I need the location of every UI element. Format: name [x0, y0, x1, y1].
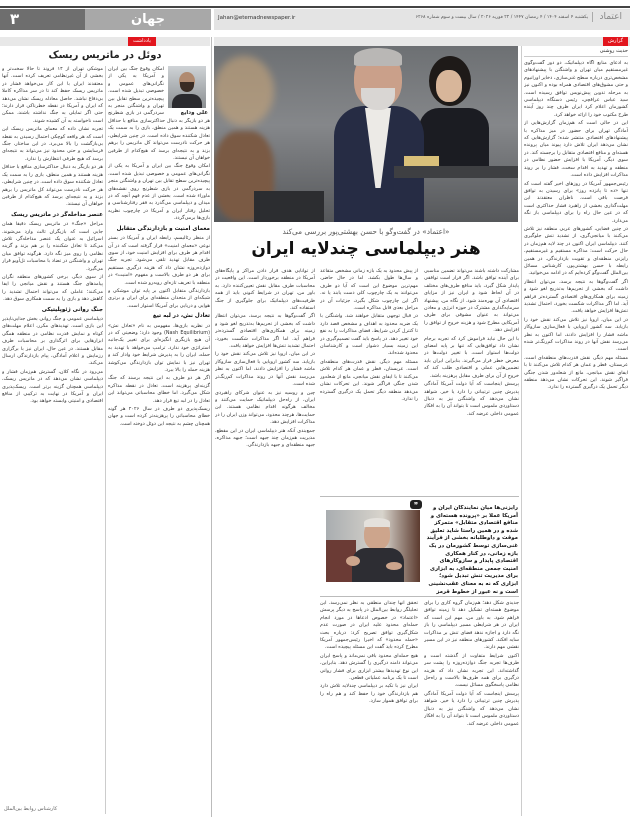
opinion-paragraph: از سوی دیگر، برخی کشورهای منطقه نگران پیامدهای جنگ هستند و نقش میانجی را ایفا می‌کنند؛ عاملی که می‌تواند احتمال تشدید را کاهش دهد و بازی را به سمت همکاری سوق دهد.: [2, 273, 103, 303]
report-label-strip: [214, 37, 630, 46]
opinion-paragraph: موشکی تهران از ۱۴ فروند تا حالا سخت‌تر و بخشی از آن غیرنظامی تعریف کرده است. آنها معتقدند ایران با این کار می‌خواهد فشار در ماتریس ریسک حفظ کند تا در سر مذاکره کاملا بی‌دفاع نباشد. حاصل معادله ریسک نشان می‌دهد که ایران و آمریکا در نقطه خطرناکی قرار دارند؛ حتی اگر تمایلی به جنگ نداشته باشند، ممکن است ناخواسته به آن کشیده شوند.: [2, 66, 103, 124]
report-paragraph: پرسش اینجاست که آیا دولت آمریکا آمادگی پذیرش چنین ترتیباتی را دارد یا خیر. شواهد نشان می‌دهد که واشنگتن نیز به دنبال دستاوردی ملموس است تا بتواند آن را به افکار عمومی داخلی عرضه کند.: [424, 381, 519, 417]
report-right-column: [524, 60, 628, 816]
report-paragraph: در این میان، اروپا نیز تلاش می‌کند نقش خود را بازیابد. سه کشور اروپایی با فعال‌سازی سازوکار ماشه فشار را افزایش دادند، اما اکنون به نظر می‌رسد نقش آنها در روند مذاکرات کم‌رنگ‌تر شده است.: [524, 316, 628, 353]
opinion-left-column: [2, 66, 103, 804]
opinion-paragraph: از منظر رئالیسم، رابطه ایران و آمریکا در بستر نوعی «معمای امنیت» قرار گرفته است که در آن اقدام هر طرف برای افزایش امنیت خود، از سوی طرف مقابل تهدید تلقی می‌شود. تجربه جنگ دوازده‌روزه نشان داد که هزینه درگیری مستقیم برای هر دو طرف بالاست و مفهوم «امنیت» در منطقه با تعریف تازه‌ای روبه‌رو شده است.: [108, 235, 210, 286]
opinion-label: یادداشت: [128, 37, 156, 46]
page-number: ۳: [0, 9, 85, 30]
report-paragraph: در این میان، اروپا نیز تلاش می‌کند نقش خود را بازیابد. سه کشور اروپایی با فعال‌سازی سازوکار ماشه فشار را افزایش دادند، اما اکنون به نظر می‌رسد نقش آنها در روند مذاکرات کم‌رنگ‌تر شده است.: [215, 351, 315, 388]
opinion-paragraph: اگر هر دو طرف به این نتیجه برسند که جنگ گزینه‌ای پرهزینه است، تعادل در نقطه مذاکره شکل می‌گیرد. اما خطای محاسباتی می‌تواند این تعادل را در لبه تیغ قرار دهد.: [108, 375, 210, 404]
section-title: جهان: [85, 9, 211, 30]
opinion-paragraph: مراحل «جنگ» در ماتریس ریسک دقیقا همان جایی است که بازیگران ثالث وارد می‌شوند. اسرائیل به عنوان یک عنصر مداخله‌گر، تلاش می‌کند تا تعادل شکننده را بر هم بزند و گزینه نظامی را روی میز نگه دارد. هرگونه توافق میان تهران و واشنگتن در تضاد با محاسبات تل‌آویو قرار می‌گیرد.: [2, 221, 103, 272]
report-column-2-continued: [320, 600, 418, 814]
opinion-intro-wrap: [108, 66, 164, 116]
opinion-paragraph: هر دو بازیگر به دنبال حداکثرسازی منافع با حداقل هزینه هستند و همین منطق، بازی را به سمت یک تعادل شکننده سوق داده است. در چنین شرایطی، هر حرکت نادرست می‌تواند کل ماتریس را برهم بزند و به نتیجه‌ای برسد که هیچ‌کدام از طرفین خواهان آن نیستند.: [108, 118, 210, 162]
report-paragraph: اگر گفت‌وگوها به نتیجه برسد، می‌توان انتظار داشت که بخشی از تحریم‌ها به‌تدریج لغو شود و زمینه برای همکاری‌های اقتصادی گسترده‌تر فراهم آید. اما اگر مذاکرات شکست بخورد، احتمال تشدید تنش‌ها افزایش خواهد یافت.: [524, 278, 628, 315]
report-paragraph: جمع‌بندی آنکه هنر دیپلماسی ایران در این مقطع، مدیریت هم‌زمان چند جبهه است؛ جبهه مذاکره، جبهه منطقه‌ای و جبهه بازدارندگی.: [215, 427, 315, 449]
report-paragraph: در قبال توجهی متقابل خواهند شد. واشنگتن با یک ضربه محدود به اهداف و مشخص قصد دارد تا کنترل کردن شرایط، فضای مذاکرات را به نفع خود تغییر دهد. در پاسخ باید گفت تصمیم‌گیری در این زمینه بسیار دشوار است و کارشناسان محدود شده‌اند.: [320, 313, 418, 357]
section-divider: [211, 37, 212, 817]
opinion-title: دوئل در ماتریس ریسک: [48, 50, 162, 61]
opinion-paragraph: تجربه نشان داده که معمای ماتریس ریسک این است که هر واقعه کوچکی احتمال رسیدن به نقطه بی‌بازگشت را بالا می‌برد. در این ساختار، جنگ فرسایشی و حتی محدود نیز می‌تواند به نتیجه‌ای برسد که هیچ طرفی انتظارش را ندارد.: [2, 126, 103, 162]
opinion-paragraph: ریسک‌پذیری دو طرف در سال ۲۰۲۶ هر گونه خطای محاسباتی را پرهزینه‌تر کرده است و جهان همچنان چشم به نتیجه این دوئل دوخته است.: [108, 406, 210, 427]
opinion-subheading: معمای امنیت و بازدارندگی متقابل: [116, 225, 210, 232]
opinion-paragraph: هر دو بازیگر به دنبال حداکثرسازی منافع با حداقل هزینه هستند و همین منطق، بازی را به سمت یک تعادل شکننده سوق داده است. در چنین شرایطی، هر حرکت نادرست می‌تواند کل ماتریس را برهم بزند و به نتیجه‌ای برسد که هیچ‌کدام از طرفین خواهان آن نیستند.: [2, 164, 103, 208]
report-paragraph: جدیدی شکل دهد؛ هم‌زمان گروه کاری را برای موضوع هسته‌ای تشکیل دهد تا زمینه توافق فراهم شود. به باور من، مهم این است که ایران در هر شرایطی مسیر دیپلماسی را باز نگه دارد و اجازه ندهد فضای تنش بر مذاکرات سایه افکند. کشورهای منطقه نیز در این مسیر نقشی مهم دارند.: [424, 600, 519, 651]
opinion-paragraph: دیپلماسی عمومی و جنگ روانی بخش جدایی‌ناپذیر این بازی است. تهدیدهای مکرر، اعلام مهلت‌های کوتاه و نمایش قدرت نظامی در منطقه همگی ابزارهایی برای اثرگذاری بر محاسبات طرف مقابل هستند. در عین حال، ایران نیز با برگزاری رزمایش و اعلام آمادگی، پیام بازدارندگی ارسال می‌کند.: [2, 316, 103, 367]
opinion-subheading: عنصر مداخله‌گر در ماتریس ریسک: [11, 211, 103, 218]
quote-rule: [320, 496, 519, 497]
opinion-label-strip: [0, 37, 210, 46]
report-paragraph: در چنین فضایی، کشورهای عربی منطقه نیز تلاش می‌کنند با میانجی‌گری، از تشدید تنش جلوگیری کنند. دیپلماسی ایران اکنون در چند لایه هم‌زمان در حال حرکت است: مذاکره مستقیم و غیرمستقیم، رایزنی منطقه‌ای و تقویت بازدارندگی. در همین رابطه با حسن بهشتی‌پور، کارشناس مسائل بین‌الملل گفت‌وگو کرده‌ایم که در ادامه می‌خوانید.: [524, 225, 628, 277]
report-paragraph: ایران نیز با تکیه بر دیپلماسی چندلایه تلاش دارد هم بازدارندگی خود را حفظ کند و هم راه را برای توافق هموار سازد.: [320, 683, 418, 705]
report-paragraph: مسئله مهم دیگر، نقش قدرت‌های منطقه‌ای است. عربستان، قطر و عمان هر کدام تلاش می‌کنند تا با ایفای نقش میانجی، مانع از شعله‌ور شدن جنگی فراگیر شوند. این تحرکات نشان می‌دهد منطقه دیگر تحمل یک درگیری گسترده را ندارد.: [524, 354, 628, 391]
report-paragraph: رئیس‌جمهور آمریکا در روزهای اخیر گفته است که تنها «ده تا پانزده روز» برای رسیدن به توافق فرصت باقی است. ناظران معتقدند این مهلت‌گذاری بخشی از راهبرد فشار حداکثری است که در عین حال راه را برای دیپلماسی باز نگه می‌دارد.: [524, 180, 628, 224]
opinion-paragraph: در نظریه بازی‌ها، مفهومی به نام «تعادل نش» (Nash Equilibrium) وجود دارد؛ وضعیتی که در آن هیچ بازیگری انگیزه‌ای برای تغییر یک‌جانبه استراتژی خود ندارد. ترامپ می‌خواهد با تهدید به حمله، ایران را به پذیرش شرایط خود وادار کند و تهران نیز با نمایش توان بازدارندگی می‌کوشد هزینه حمله را بالا ببرد.: [108, 322, 210, 373]
report-paragraph: مشارکت داشته باشند می‌تواند تضمین مناسبی برای آینده توافق باشد. اگر قرار است توافقی پایدار شکل گیرد، باید منافع طرف‌های مختلف در آن لحاظ شود و ایران نیز از مزایای اقتصادی آن بهره‌مند شود. از نگاه من، پیشنهاد سرمایه‌گذاری مشترک در حوزه انرژی و معادن می‌تواند به عنوان مشوقی برای طرف آمریکایی مطرح شود و هزینه خروج از توافق را افزایش دهد.: [424, 268, 519, 334]
headline: هنر دیپلماسی چندلایه ایران: [251, 239, 481, 259]
report-column-2: [320, 268, 418, 492]
report-label: گزارش: [603, 37, 628, 46]
masthead-bar: [214, 9, 630, 30]
column-divider: [521, 46, 522, 816]
report-paragraph: پرسش اینجاست که آیا دولت آمریکا آمادگی پذیرش چنین ترتیباتی را دارد یا خیر. شواهد نشان می‌دهد که واشنگتن نیز به دنبال دستاوردی ملموس است تا بتواند آن را به افکار عمومی داخلی عرضه کند.: [424, 690, 519, 727]
date-line: یکشنبه ۴ اسفند ۱۴۰۴ / ۴ رمضان ۱۴۴۷ / ۲۲ فوریه ۲۰۲۶ / سال بیست و سوم شماره ۶۲۶۸: [415, 15, 588, 20]
section-email[interactable]: Jahan@etemadnewspaper.ir: [218, 15, 296, 21]
report-column-1: [424, 268, 519, 492]
report-paragraph: این در حالی است که هم‌زمان گزارش‌هایی از آمادگی تهران برای حضور در میز مذاکره با پیشنهادهای اقتصادی منتشر شده؛ گزارش‌هایی که نشان می‌دهد ایران تلاش دارد پیوند میان پرونده هسته‌ای و منافع اقتصادی متقابل را برجسته کند. در سوی دیگر، آمریکا با افزایش حضور نظامی در منطقه و تهدید به اقدام سخت، فشار را بر روند مذاکرات افزایش داده است.: [524, 120, 628, 179]
newspaper-logo: اعتماد: [592, 12, 622, 22]
opinion-subheading: تعادل نش، در لبه تیغ: [152, 313, 210, 320]
opinion-author: علی ودایع: [180, 110, 208, 116]
opinion-subheading: جنگ روانی ژئوپلیتیکی: [41, 306, 103, 313]
column-divider: [105, 66, 106, 814]
report-paragraph: مسئله مهم دیگر، نقش قدرت‌های منطقه‌ای است. عربستان، قطر و عمان هر کدام تلاش می‌کنند تا با ایفای نقش میانجی، مانع از شعله‌ور شدن جنگی فراگیر شوند. این تحرکات نشان می‌دهد منطقه دیگر تحمل یک درگیری گسترده را ندارد.: [320, 358, 418, 402]
top-rule: [0, 6, 630, 8]
report-paragraph: به ادعای منابع آگاه دیپلماتیک، دو دور گفت‌وگوی غیرمستقیم میان تهران و واشنگتن با پیشنهادهای مشخص‌تری درباره سطح غنی‌سازی، ذخایر اورانیوم و حتی مشوق‌های اقتصادی همراه بوده و اکنون نیز به مرحله تدوین پیش‌نویس توافق رسیده است. سید عباس عراقچی، رئیس دستگاه دیپلماسی کشورمان اعلام کرد ایران ظرف چند روز آینده طرح مکتوب خود را ارائه خواهد کرد.: [524, 60, 628, 118]
opinion-right-column: [108, 118, 210, 814]
report-author: حدیث روشنی: [524, 48, 628, 57]
report-paragraph: از توانایی هدف قرار دادن مراکز و پایگاه‌های آمریکا در منطقه برخوردار است. این واقعیت در محاسبات طرف مقابل نقش تعیین‌کننده دارد. به باور من، تهران در شرایط کنونی باید از همه ظرفیت‌های دیپلماتیک برای جلوگیری از جنگ استفاده کند.: [215, 268, 315, 312]
report-paragraph: اگر گفت‌وگوها به نتیجه برسد، می‌توان انتظار داشت که بخشی از تحریم‌ها به‌تدریج لغو شود و زمینه برای همکاری‌های اقتصادی گسترده‌تر فراهم آید. اما اگر مذاکرات شکست بخورد، احتمال تشدید تنش‌ها افزایش خواهد یافت.: [215, 313, 315, 350]
quote-icon: ❞: [410, 500, 422, 509]
headline-kicker: «اعتماد» در گفت‌وگو با حسن بهشتی‌پور بررسی می‌کند: [282, 227, 450, 236]
report-paragraph: با این حال نباید فراموش کرد که تجربه برجام نشان داد توافق‌هایی که تنها بر پایه امضای دولت‌ها استوار است، با تغییر دولت‌ها در معرض خطر قرار می‌گیرند. بنابراین ایران باید تضمین‌هایی عملی و اقتصادی طلب کند که خروج از آن برای طرف مقابل پرهزینه باشد.: [424, 335, 519, 379]
opinion-author-role: کارشناس روابط بین‌الملل: [4, 806, 58, 812]
report-column-3: [215, 268, 315, 814]
author-photo: [168, 66, 206, 108]
report-paragraph: هیچ حمله‌ای محدود باقی نمی‌ماند و پاسخ ایران می‌تواند دامنه درگیری را گسترش دهد. بنابراین، این نوع تهدیدها بیشتر ابزاری برای فشار روانی است تا یک برنامه عملیاتی قطعی.: [320, 652, 418, 682]
report-paragraph: اکنون شرایط متفاوت از گذشته است و طرف‌ها تجربه جنگ دوازده‌روزه را پشت سر گذاشته‌اند. این تجربه نشان داد که هزینه درگیری برای همه طرف‌ها بالاست و راه‌حل نظامی پاسخگوی مسائل نیست.: [424, 652, 519, 689]
interviewee-photo: [326, 510, 420, 582]
report-paragraph: تحقق آنها چندان منطقی به نظر نمی‌رسد. این تحلیلگر روابط بین‌الملل در پاسخ به دیگر پرسش «اعتماد» در خصوص ادعاها در مورد انجام حمله‌ای محدود علیه ایران در صورت عدم شکل‌گیری توافق تصریح کرد: درباره بحث «حمله محدود» که اخیرا رئیس‌جمهور آمریکا مطرح کرده باید گفت این مسئله پیچیده است.: [320, 600, 418, 651]
report-column-1-continued: [424, 600, 519, 814]
pull-quote: رایزنی‌ها میان نمایندگان ایران و آمریکا عملا بر «پرونده هسته‌ای و منافع اقتصادی متقابل» متمرکز شده و در همین راستا شاید تعلیق موقت و داوطلبانه بخشی از فرآیند غنی‌سازی توسط کشورمان در یک بازه زمانی، در کنار همکاری اقتصادی پایدار و سازوکارهای امنیت جمعی منطقه‌ای، به ابزاری برای مدیریت تنش تبدیل شود؛ ابزاری که نه به معنای عقب‌نشینی است و نه عبور از خطوط قرمز: [426, 505, 518, 595]
opinion-paragraph: امکان وقوع جنگ بین ایران و آمریکا به یکی از نگرانی‌های عمومی و خصوصی تبدیل شده است. پیچیده‌ترین سطح تقابل بین تهران و واشنگتن منجر به سردرگمی در بازی شطرنج: [108, 66, 164, 116]
main-photo: [214, 46, 518, 222]
opinion-paragraph: می‌رود در نگاه کلان، گسترش هم‌زمان فشار و دیپلماسی نشان می‌دهد که در ماتریس ریسک، دیپلماسی همچنان گزینه برتر است. ریسک‌پذیری ایران و آمریکا در نهایت به ترکیبی از منافع اقتصادی و امنیتی وابسته خواهد بود.: [2, 368, 103, 405]
opinion-paragraph: بازدارندگی متقابل اکنون بر پایه توان موشکی و شبکه‌ای از متحدان منطقه‌ای برای ایران و برتری هوایی و دریایی برای آمریکا استوار است.: [108, 287, 210, 309]
quote-rule: [320, 596, 519, 597]
report-paragraph: چین و روسیه نیز به عنوان شرکای راهبردی ایران، از راه‌حل دیپلماتیک حمایت می‌کنند و مخالف هرگونه اقدام نظامی هستند. این حمایت‌ها، هرچند محدود، می‌تواند وزن ایران را در مذاکرات افزایش دهد.: [215, 389, 315, 426]
opinion-paragraph: امکان وقوع جنگ بین ایران و آمریکا به یکی از نگرانی‌های عمومی و خصوصی تبدیل شده است. پیچیده‌ترین سطح تقابل بین تهران و واشنگتن منجر به سردرگمی در بازی شطرنج روی نقشه‌های ماوراء شده است. بخشی از عدم فهم آنچه که در میدان و دیپلماسی می‌گذرد به فقر رفتارشناسی و تحلیل رفتار ایران و آمریکا در چارچوب نظریه بازی‌ها برمی‌گردد.: [108, 163, 210, 222]
report-paragraph: از پیش محدود به یک بازه زمانی مشخص متقاعد و سال‌ها طول بکشد. اما در حال حاضر، مهم‌ترین موضوع این است که آیا دو طرف می‌توانند به یک چارچوب کلی دست یابند یا نه. اگر این چارچوب شکل بگیرد، جزئیات آن در مراحل بعدی قابل مذاکره است.: [320, 268, 418, 312]
